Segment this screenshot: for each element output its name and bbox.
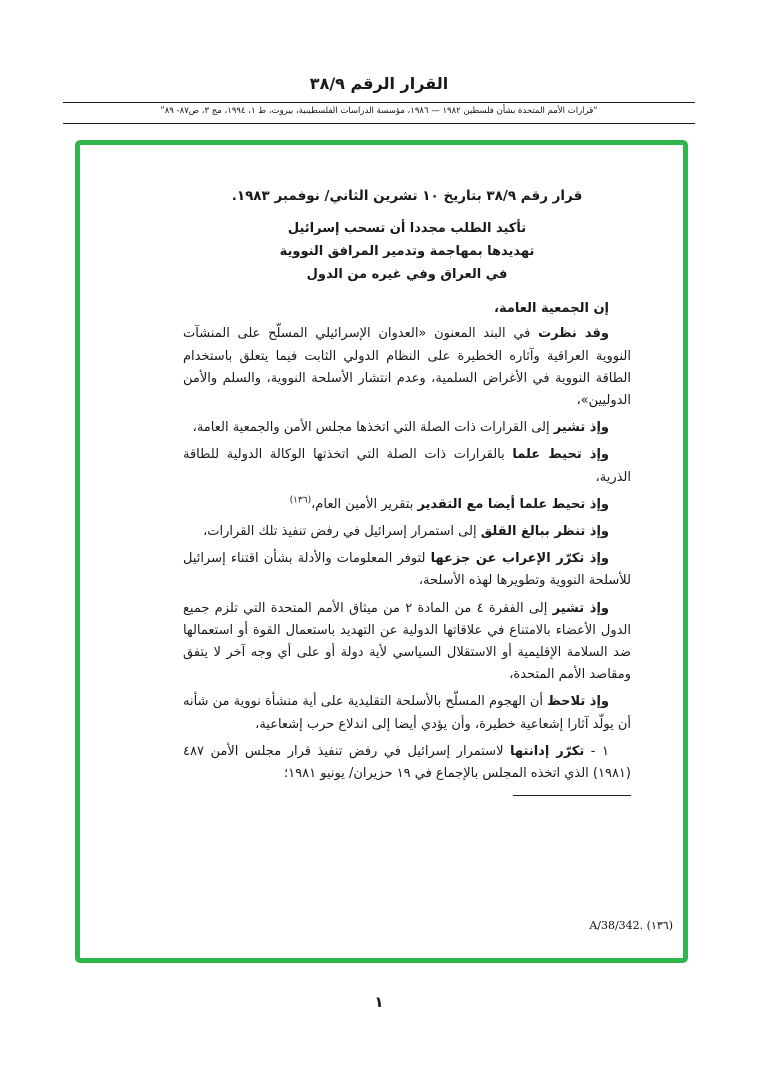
preamble-paragraph bbox=[183, 691, 631, 735]
resolution-subtitle-line: تأكيد الطلب مجددا أن تسحب إسرائيل bbox=[287, 221, 527, 237]
header-divider-bottom bbox=[63, 123, 695, 124]
paragraph-lead: وإذ تحيط علما أيضا مع التقدير bbox=[417, 496, 609, 512]
preamble-paragraph bbox=[183, 521, 631, 543]
operative-item-1 bbox=[183, 741, 631, 785]
paragraph-text: لتوفر المعلومات والأدلة بشأن اقتناء إسرائيل للأسلحة النووية وتطويرها لهذه الأسلحة، bbox=[183, 551, 631, 589]
header-divider-top bbox=[63, 102, 695, 103]
resolution-title: قرار رقم ٣٨/٩ بتاريخ ١٠ تشرين الثاني/ نوفمبر ١٩٨٣. bbox=[231, 188, 583, 204]
preamble-paragraph bbox=[183, 548, 631, 592]
paragraph-lead: وإذ تلاحظ bbox=[547, 694, 609, 710]
preamble-paragraph bbox=[183, 598, 631, 687]
paragraph-text: بالقرارات ذات الصلة التي اتخذتها الوكالة الدولية للطاقة الذرية، bbox=[183, 447, 631, 485]
document-body bbox=[80, 145, 683, 958]
page-title: القرار الرقم ٣٨/٩ bbox=[309, 74, 449, 93]
highlight-frame bbox=[75, 140, 688, 963]
footnote-marker: (١٣٦) bbox=[289, 495, 312, 506]
paragraph-lead: وإذ تشير bbox=[553, 420, 609, 436]
paragraph-text: إلى القرارات ذات الصلة التي اتخذها مجلس الأمن والجمعية العامة، bbox=[192, 420, 554, 436]
paragraph-lead: وإذ تنظر ببالغ القلق bbox=[480, 524, 609, 540]
page-number: ١ bbox=[374, 993, 384, 1011]
paragraph-text: إلى الفقرة ٤ من المادة ٢ من ميثاق الأمم المتحدة التي تلزم جميع الدول الأعضاء بالامتناع في علاقاتها الدولية عن التهديد باستعمال القوة أو استعمالها ضد السلامة الإقليمية أو الاستقلال السياسي لأية دولة أو على أي وجه آخر لا يتفق ومقاصد الأمم المتحدة، bbox=[183, 600, 631, 683]
citation-line: “قرارات الأمم المتحدة بشأن فلسطين ١٩٨٢ — ١٩٨٦، مؤسسة الدراسات الفلسطينية، بيروت، ط ١، ١٩٩٤، مج ٣، ص٨٧- ٨٩” bbox=[160, 106, 598, 116]
paragraph-text: أن الهجوم المسلّح بالأسلحة التقليدية على أية منشأة نووية من شأنه أن يولّد آثارا إشعاعية خطيرة، وأن يؤدي أيضا إلى اندلاع حرب إشعاعية، bbox=[183, 694, 631, 732]
paragraph-lead: وإذ تشير bbox=[552, 600, 610, 616]
paragraph-lead: وقد نظرت bbox=[538, 326, 610, 342]
footnote-reference: A/38/342. (١٣٦) bbox=[589, 919, 673, 932]
paragraph-text: إلى استمرار إسرائيل في رفض تنفيذ تلك القرارات، bbox=[203, 524, 481, 540]
paragraph-text: في البند المعنون «العدوان الإسرائيلي المسلّح على المنشآت النووية العراقية وآثاره الخطيرة على النظام الدولي الثابت فيما يتعلق باستخدام الطاقة النووية في الأغراض السلمية، وعدم انتشار الأسلحة النووية، والسلم والأمن الدوليين»، bbox=[183, 326, 631, 409]
resolution-subtitle-line: في العراق وفي غيره من الدول bbox=[306, 267, 508, 283]
preamble-paragraph bbox=[183, 494, 631, 516]
paragraph-lead: وإذ تحيط علما bbox=[512, 447, 609, 463]
footnote-separator bbox=[513, 795, 631, 796]
item-number: ١ - bbox=[584, 743, 609, 759]
paragraph-text: بتقرير الأمين العام، bbox=[311, 496, 418, 512]
preamble-paragraph bbox=[183, 444, 631, 488]
resolution-subtitle-line: تهديدها بمهاجمة وتدمير المرافق النووية bbox=[279, 244, 535, 260]
preamble-paragraph bbox=[183, 323, 631, 412]
preamble-paragraph bbox=[183, 417, 631, 439]
paragraph-lead: وإذ تكرّر الإعراب عن جزعها bbox=[430, 551, 609, 567]
opening-phrase: إن الجمعية العامة، bbox=[494, 301, 609, 317]
item-lead: تكرّر إدانتها bbox=[510, 743, 585, 759]
item-text: لاستمرار إسرائيل في رفض تنفيذ قرار مجلس الأمن ٤٨٧ (١٩٨١) الذي اتخذه المجلس بالإجماع في ١٩ حزيران/ يونيو ١٩٨١؛ bbox=[183, 743, 631, 782]
